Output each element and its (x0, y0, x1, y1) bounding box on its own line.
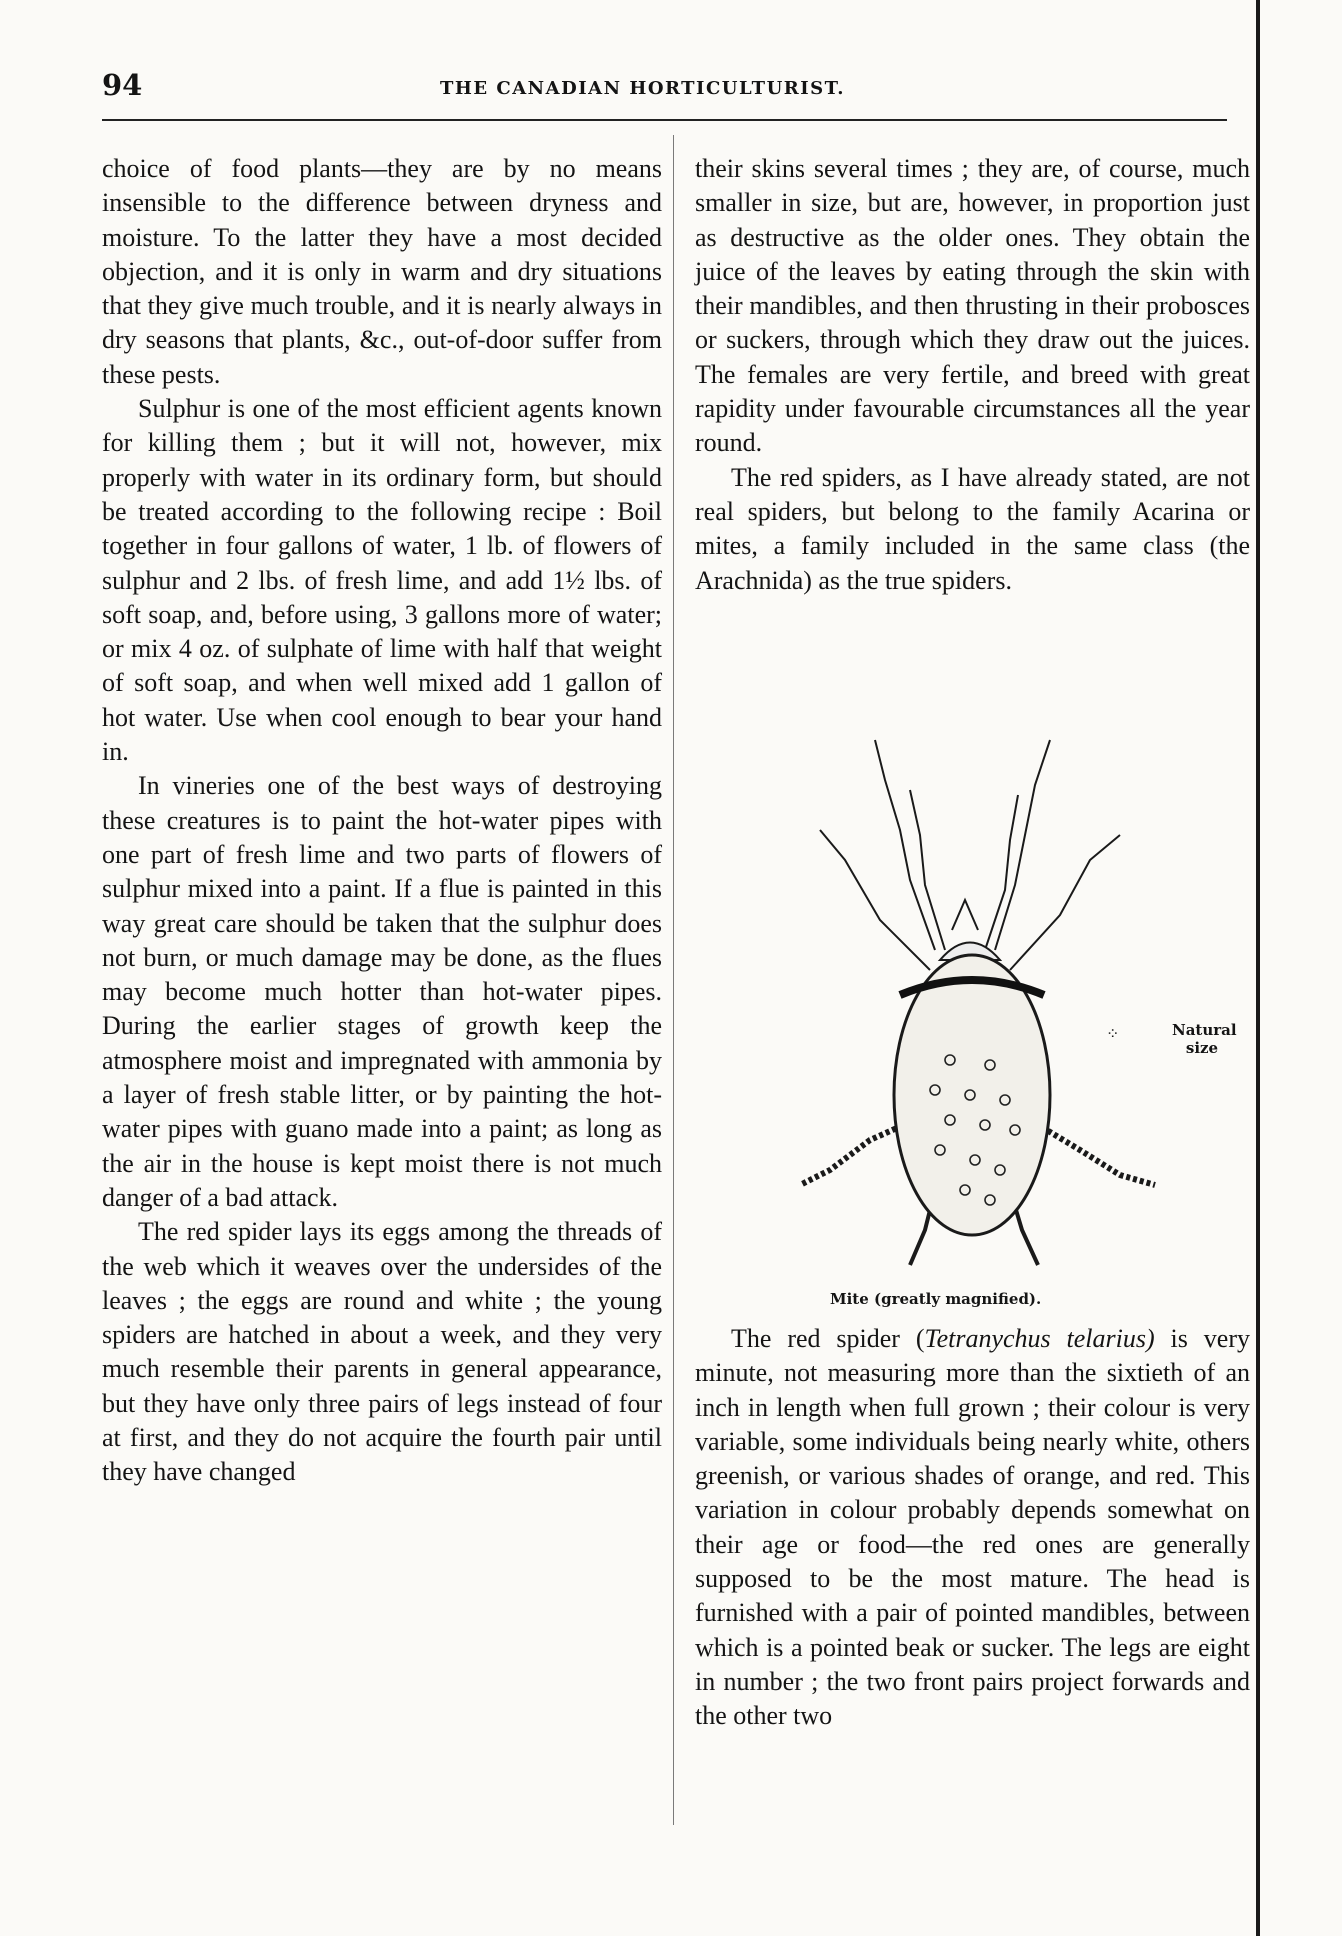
left-paragraph-1: choice of food plants—they are by no means insensible to the difference between dryness and moisture. To the latter they have a most decided objection, and it is only in warm and dry situations that they give much trouble, and it is nearly always in dry seasons that plants, &c., out-of-door suffer from these pests. (102, 154, 662, 389)
natural-size-label: Natural size (1172, 1021, 1237, 1057)
paragraph-3-rest: is very minute, not measuring more than the sixtieth of an inch in length when full grown ; their colour is very variable, some individuals being nearly white, others greenish, or various shades of orange, and red. This variation in colour probably depends somewhat on their age or food—the red ones are generally supposed to be the most mature. The head is furnished with a pair of pointed mandibles, between which is a pointed beak or sucker. The legs are eight in number ; the two front pairs project forwards and the other two (695, 1324, 1250, 1731)
right-paragraph-2: The red spiders, as I have already stated, are not real spiders, but belong to the family Acarina or mites, a family included in the same class (the Arachnida) as the true spiders. (695, 462, 1250, 595)
running-head: THE CANADIAN HORTICULTURIST. (440, 78, 845, 99)
left-paragraph-2: Sulphur is one of the most efficient agents known for killing them ; but it will not, however, mix properly with water in its ordinary form, but should be treated according to the following recipe : Boil together in four gallons of water, 1 lb. of flowers of sulphur and 2 lbs. of fresh lime, and add 1½ lbs. of soft soap, and, before using, 3 gallons more of water; or mix 4 oz. of sulphate of lime with half that weight of soft soap, and when well mixed add 1 gallon of hot water. Use when cool enough to bear your hand in. (102, 394, 662, 767)
left-paragraph-3: In vineries one of the best ways of destroying these creatures is to paint the hot-water pipes with one part of fresh lime and two parts of flowers of sulphur mixed into a paint. If a flue is painted in this way great care should be taken that the sulphur does not burn, or much damage may be done, as the flues may become much hotter than hot-water pipes. During the earlier stages of growth keep the atmosphere moist and impregnated with ammonia by a layer of fresh stable litter, or by painting the hot-water pipes with guano made into a paint; as long as the air in the house is kept moist there is not much danger of a bad attack. (102, 771, 662, 1212)
natural-size-dot: ⁘ (1106, 1024, 1120, 1043)
page-edge-border (1256, 0, 1260, 1936)
right-paragraph-3 (695, 1322, 1250, 1734)
right-column-bottom (695, 1322, 1250, 1734)
left-column (102, 152, 662, 1490)
page-number: 94 (102, 68, 143, 102)
right-column-top (695, 152, 1250, 598)
species-name: Tetranychus telarius) (924, 1324, 1155, 1353)
column-divider (673, 135, 674, 1825)
header-rule (102, 119, 1227, 121)
right-paragraph-1: their skins several times ; they are, of course, much smaller in size, but are, however, in proportion just as destructive as the older ones. They obtain the juice of the leaves by eating through the skin with their mandibles, and then thrusting in their probosces or suckers, through which they draw out the juices. The females are very fertile, and breed with great rapidity under favourable circumstances all the year round. (695, 154, 1250, 458)
figure-caption: Mite (greatly magnified). (830, 1290, 1042, 1308)
mite-illustration (760, 720, 1180, 1290)
left-paragraph-4: The red spider lays its eggs among the threads of the web which it weaves over the undersides of the leaves ; the eggs are round and white ; the young spiders are hatched in about a week, and they very much resemble their parents in general appearance, but they have only three pairs of legs instead of four at first, and they do not acquire the fourth pair until they have changed (102, 1217, 662, 1487)
paragraph-3-start: The red spider ( (731, 1324, 925, 1353)
